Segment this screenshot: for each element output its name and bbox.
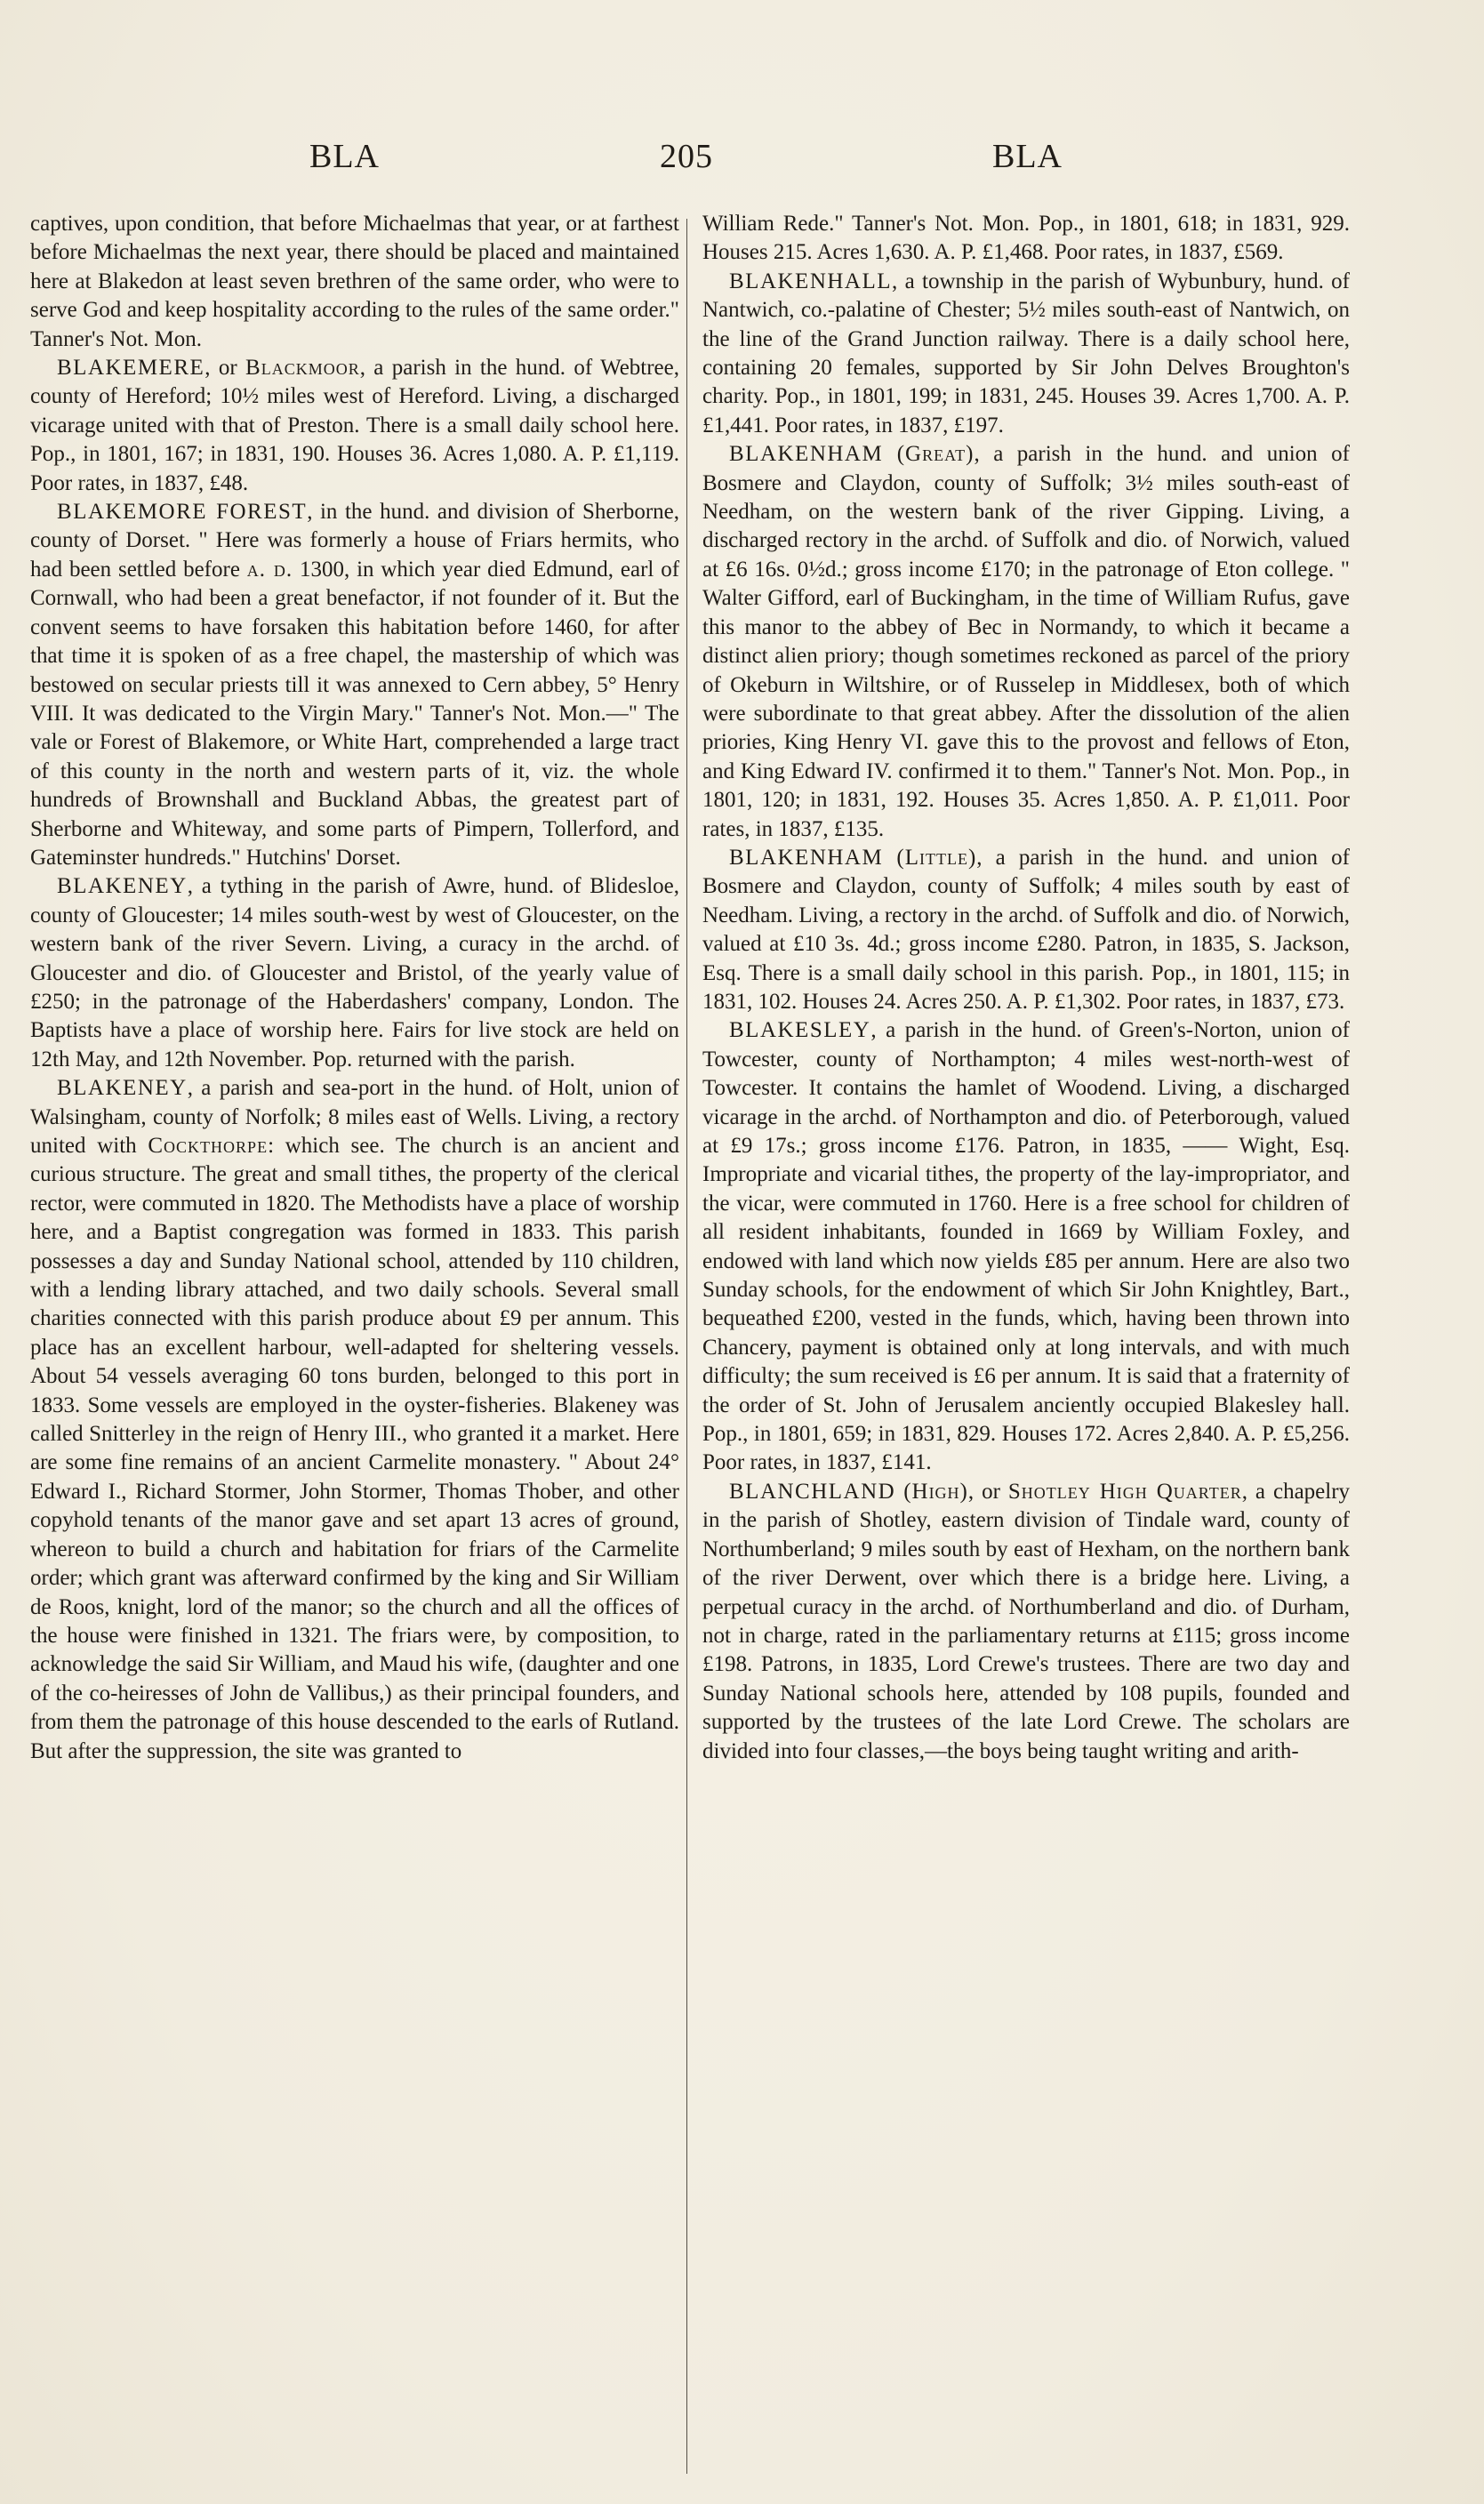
entry-blakenham-little: [702, 844, 1350, 1016]
right-column: [702, 210, 1350, 1766]
entry-alias: Blackmoor: [245, 356, 360, 381]
entry-continuation: captives, upon condition, that before Michaelmas that year, or at farthest before Michaelmas the next year, there should be placed and maintained here at Blakedon at least seven brethren of the same order, who were to serve God and keep hospitality according to the rules of the same order." Tanner's Not. Mon.: [30, 212, 679, 351]
entry-blakemere: BLAKEMERE, or Blackmoor, a parish in the hund. of Webtree, county of Hereford; 10½ miles west of Hereford. Living, a discharged vicarage united with that of Preston. There is a small daily school here. Pop., in 1801, 167; in 1831, 190. Houses 36. Acres 1,080. A. P. £1,119. Poor rates, in 1837, £48.: [30, 356, 679, 495]
page-header: [0, 137, 1484, 190]
entry-headword: BLAKENHAM: [729, 442, 884, 467]
entry-text: , a parish and sea-port in the hund. of Holt, union of Walsingham, county of Norfolk; 8 miles east of Wells. Living, a rectory united with: [30, 1076, 679, 1158]
entry-blakenhall: [702, 268, 1350, 440]
entry-continuation: William Rede." Tanner's Not. Mon. Pop., in 1801, 618; in 1831, 929. Houses 215. Acres 1,630. A. P. £1,468. Poor rates, in 1837, £569.: [702, 212, 1350, 265]
left-column: [30, 210, 679, 1766]
page-number: 205: [660, 138, 713, 175]
entry-headword: BLANCHLAND: [729, 1479, 896, 1504]
entry-text: , a parish in the hund. and union of Bosmere and Claydon, county of Suffolk; 3½ miles south-east of Needham, on the western bank of the river Gipping. Living, a discharged rectory in the archd. of Suffolk and dio. of Norwich, valued at £6 16s. 0½d.; gross income £170; in the patronage of Eton college. " Walter Gifford, earl of Buckingham, in the time of William Rufus, gave this manor to the abbey of Bec in Normandy, to which it became a distinct alien priory; though sometimes reckoned as parcel of the priory of Okeburn in Wiltshire, or of Russelep in Middlesex, both of which were subordinate to that great abbey. After the dissolution of the alien priories, King Henry VI. gave this to the provost and fellows of Eton, and King Edward IV. confirmed it to them." Tanner's Not. Mon. Pop., in 1801, 120; in 1831, 192. Houses 35. Acres 1,850. A. P. £1,011. Poor rates, in 1837, £135.: [702, 442, 1350, 841]
entry-blanchland: BLANCHLAND (High), or Shotley High Quarter, a chapelry in the parish of Shotley, eastern division of Tindale ward, county of Northumberland; 9 miles south by east of Hexham, on the northern bank of the river Derwent, over which there is a bridge here. Living, a perpetual curacy in the archd. of Northumberland and dio. of Durham, not in charge, rated in the parliamentary returns at £115; gross income £198. Patrons, in 1835, Lord Crewe's trustees. There are two day and Sunday National schools here, attended by 108 pupils, founded and supported by the trustees of the late Lord Crewe. The scholars are divided into four classes,—the boys being taught writing and arith-: [702, 1479, 1351, 1763]
entry-qualifier: (Little): [896, 845, 977, 870]
running-head-right: BLA: [992, 138, 1063, 175]
entry-qualifier: (Great): [896, 442, 975, 467]
entry-blakesley: [702, 1016, 1350, 1478]
entry-text: , in the hund. and division of Sherborne, county of Dorset. " Here was formerly a house of Friars hermits, who had been settled before: [30, 500, 679, 582]
entry-text: , a tything in the parish of Awre, hund. of Blidesloe, county of Gloucester; 14 miles south-west by west of Gloucester, on the western bank of the river Severn. Living, a curacy in the archd. of Gloucester and dio. of Gloucester and Bristol, of the yearly value of £250; in the patronage of the Haberdashers' company, London. The Baptists have a place of worship here. Fairs for live stock are held on 12th May, and 12th November. Pop. returned with the parish.: [30, 874, 679, 1071]
entry-alias: Shotley High Quarter: [1007, 1479, 1242, 1504]
entry-headword: BLAKENEY: [57, 1076, 188, 1101]
entry-headword: BLAKEMERE: [57, 356, 205, 381]
entry-text: 1300, in which year died Edmund, earl of Cornwall, who had been a great benefactor, if not founder of it. But the convent seems to have forsaken this habitation before 1460, for after that time it is spoken of as a free chapel, the mastership of which was bestowed on secular priests till it was annexed to Cern abbey, 5° Henry VIII. It was dedicated to the Virgin Mary." Tanner's Not. Mon.—" The vale or Forest of Blakemore, or White Hart, comprehended a large tract of this county in the north and western parts of it, viz. the whole hundreds of Brownshall and Buckland Abbas, the greatest part of Sherborne and Whiteway, and some parts of Pimpern, Tollerford, and Gateminster hundreds." Hutchins' Dorset.: [30, 557, 680, 870]
entry-text: , a parish in the hund. of Webtree, county of Hereford; 10½ miles west of Hereford. Living, a discharged vicarage united with that of Preston. There is a small daily school here. Pop., in 1801, 167; in 1831, 190. Houses 36. Acres 1,080. A. P. £1,119. Poor rates, in 1837, £48.: [30, 356, 679, 495]
running-head-left: BLA: [309, 138, 380, 175]
entry-text: , a parish in the hund. of Green's-Norton, union of Towcester, county of Northampton; 4 miles west-north-west of Towcester. It contains the hamlet of Woodend. Living, a discharged vicarage in the archd. of Northampton and dio. of Peterborough, valued at £9 17s.; gross income £176. Patron, in 1835, —— Wight, Esq. Impropriate and vicarial tithes, the property of the lay-impropriator, and the vicar, were commuted in 1760. Here is a free school for children of all resident inhabitants, founded in 1669 by William Foxley, and endowed with land which now yields £85 per annum. Here are also two Sunday schools, for the endowment of which Sir John Knightley, Bart., bequeathed £200, vested in the funds, which, having been thrown into Chancery, payment is obtained only at long intervals, and with much difficulty; the sum received is £6 per annum. It is said that a fraternity of the order of St. John of Jerusalem anciently occupied Blakesley hall. Pop., in 1801, 659; in 1831, 829. Houses 172. Acres 2,840. A. P. £5,256. Poor rates, in 1837, £141.: [702, 1018, 1350, 1475]
entry-blakeney-awre: [30, 872, 679, 1074]
entry-blakenham-great: [702, 440, 1350, 844]
entry-headword: BLAKENHALL: [729, 269, 893, 293]
entry-headword: BLAKENEY: [57, 874, 188, 899]
entry-text: , a chapelry in the parish of Shotley, eastern division of Tindale ward, county of Northumberland; 9 miles south by east of Hexham, on the northern bank of the river Derwent, over which there is a bridge here. Living, a perpetual curacy in the archd. of Northumberland and dio. of Durham, not in charge, rated in the parliamentary returns at £115; gross income £198. Patrons, in 1835, Lord Crewe's trustees. There are two day and Sunday National schools here, attended by 108 pupils, founded and supported by the trustees of the late Lord Crewe. The scholars are divided into four classes,—the boys being taught writing and arith-: [702, 1479, 1351, 1763]
entry-blakemore-forest: [30, 498, 679, 872]
era-abbreviation: a. d.: [246, 557, 293, 582]
column-divider: [686, 219, 687, 2474]
entry-headword: BLAKENHAM: [729, 845, 884, 870]
entry-qualifier: (High): [903, 1479, 968, 1504]
entry-text: , a township in the parish of Wybunbury, hund. of Nantwich, co.-palatine of Chester; 5½ miles south-east of Nantwich, on the line of the Grand Junction railway. There is a daily school here, containing 20 females, supported by Sir John Delves Broughton's charity. Pop., in 1801, 199; in 1831, 245. Houses 39. Acres 1,700. A. P. £1,441. Poor rates, in 1837, £197.: [702, 269, 1350, 437]
entry-text: : which see. The church is an ancient and curious structure. The great and small tithes, the property of the clerical rector, were commuted in 1820. The Methodists have a place of worship here, and a Baptist congregation was formed in 1833. This parish possesses a day and Sunday National school, attended by 110 children, with a lending library attached, and two daily schools. Several small charities connected with this parish produce about £9 per annum. This place has an excellent harbour, well-adapted for sheltering vessels. About 54 vessels averaging 60 tons burden, belonged to this port in 1833. Some vessels are employed in the oyster-fisheries. Blakeney was called Snitterley in the reign of Henry III., who granted it a market. Here are some fine remains of an ancient Carmelite monastery. " About 24° Edward I., Richard Stormer, John Stormer, Thomas Thober, and other copyhold tenants of the manor gave and set apart 13 acres of ground, whereon to build a church and habitation for friars of the Carmelite order; which grant was afterward confirmed by the king and Sir William de Roos, knight, lord of the manor; so the church and all the offices of the house were finished in 1321. The friars were, by composition, to acknowledge the said Sir William, and Maud his wife, (daughter and one of the co-heiresses of John de Vallibus,) as their principal founders, and from them the patronage of this house descended to the earls of Rutland. But after the suppression, the site was granted to: [30, 1134, 679, 1763]
entry-headword: BLAKESLEY: [729, 1018, 871, 1043]
cross-reference: Cockthorpe: [148, 1134, 269, 1158]
entry-blakeney-norfolk: [30, 1074, 679, 1766]
entry-headword: BLAKEMORE FOREST: [57, 500, 308, 525]
entry-text: , a parish in the hund. and union of Bosmere and Claydon, county of Suffolk; 4 miles south by east of Needham. Living, a rectory in the archd. of Suffolk and dio. of Norwich, valued at £10 3s. 4d.; gross income £280. Patron, in 1835, S. Jackson, Esq. There is a small daily school in this parish. Pop., in 1801, 115; in 1831, 102. Houses 24. Acres 250. A. P. £1,302. Poor rates, in 1837, £73.: [702, 845, 1350, 1014]
